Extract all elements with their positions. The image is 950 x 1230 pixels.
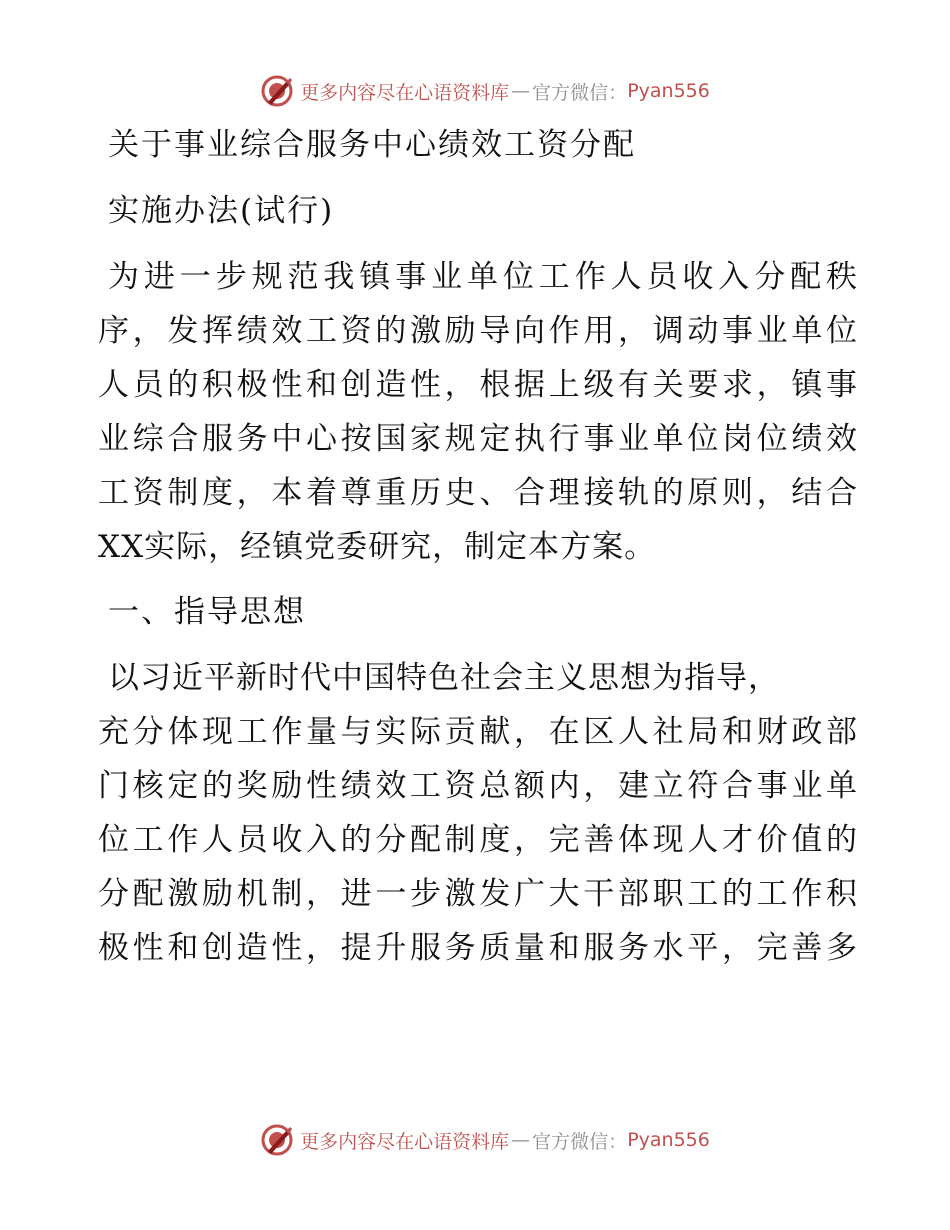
intro-line: 序，发挥绩效工资的激励导向作用，调动事业单位 (98, 313, 858, 349)
section1-line: 以习近平新时代中国特色社会主义思想为指导， (108, 660, 780, 696)
watermark-text: 更多内容尽在心语资料库 (300, 1130, 510, 1153)
header-watermark (0, 69, 950, 113)
intro-line: 业综合服务中心按国家规定执行事业单位岗位绩效 (98, 421, 858, 457)
intro-line: XX实际，经镇党委研究，制定本方案。 (98, 529, 657, 565)
document-body (98, 118, 858, 986)
watermark-id: Pyan556 (627, 1129, 710, 1151)
intro-line: 为进一步规范我镇事业单位工作人员收入分配秩 (108, 259, 858, 295)
intro-line: 工资制度，本着尊重历史、合理接轨的原则，结合 (98, 475, 858, 511)
watermark-id: Pyan556 (627, 80, 710, 102)
watermark-label: 官方微信： (532, 81, 628, 104)
watermark-separator: — (511, 80, 531, 102)
intro-line: 人员的积极性和创造性，根据上级有关要求，镇事 (98, 367, 858, 403)
pen-logo-icon (260, 1123, 294, 1157)
section1-paragraph (98, 651, 858, 975)
watermark-text: 更多内容尽在心语资料库 (300, 81, 510, 104)
footer-watermark (0, 1118, 950, 1162)
section1-line: 极性和创造性，提升服务质量和服务水平，完善多 (98, 930, 858, 966)
document-title-line1: 关于事业综合服务中心绩效工资分配 (108, 127, 636, 163)
pen-logo-icon (260, 74, 294, 108)
section1-line: 门核定的奖励性绩效工资总额内，建立符合事业单 (98, 768, 858, 804)
watermark-group (260, 1123, 710, 1157)
intro-paragraph (98, 250, 858, 574)
document-title-line2: 实施办法(试行) (108, 193, 335, 229)
section1-line: 充分体现工作量与实际贡献，在区人社局和财政部 (98, 714, 858, 750)
watermark-separator: — (511, 1129, 531, 1151)
section1-line: 分配激励机制，进一步激发广大干部职工的工作积 (98, 876, 858, 912)
watermark-label: 官方微信： (532, 1130, 628, 1153)
watermark-group (260, 74, 710, 108)
section1-heading: 一、指导思想 (108, 594, 306, 630)
section1-line: 位工作人员收入的分配制度，完善体现人才价值的 (98, 822, 858, 858)
